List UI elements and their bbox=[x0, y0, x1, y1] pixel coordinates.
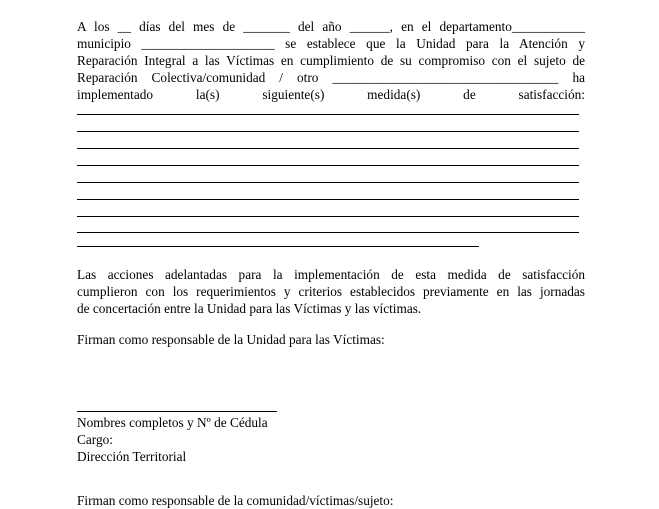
fill-line bbox=[77, 165, 579, 166]
actions-paragraph bbox=[77, 266, 585, 317]
intro-line: implementado la(s) siguiente(s) medida(s) de satisfacción: bbox=[77, 87, 585, 102]
fill-line bbox=[77, 114, 579, 115]
actions-line: cumplieron con los requerimientos y criterios establecidos previamente en las jornadas bbox=[77, 284, 585, 299]
actions-line: Las acciones adelantadas para la implementación de esta medida de satisfacción bbox=[77, 267, 585, 282]
fill-line bbox=[77, 199, 579, 200]
fill-line bbox=[77, 216, 579, 217]
actions-line: de concertación entre la Unidad para las Víctimas y las víctimas. bbox=[77, 301, 422, 316]
fill-line bbox=[77, 246, 479, 247]
fill-line bbox=[77, 232, 579, 233]
fill-line bbox=[77, 182, 579, 183]
signature-cargo-label: Cargo: bbox=[77, 432, 113, 447]
signature-dependency: Dirección Territorial bbox=[77, 449, 187, 464]
intro-line: Reparación Colectiva/comunidad / otro __________________________________ ha bbox=[77, 70, 585, 85]
signature-name-label: Nombres completos y Nº de Cédula bbox=[77, 415, 268, 430]
fill-line bbox=[77, 148, 579, 149]
intro-line: municipio ____________________ se establece que la Unidad para la Atención y bbox=[77, 36, 585, 51]
signature-intro: Firman como responsable de la Unidad para las Víctimas: bbox=[77, 332, 385, 347]
intro-paragraph bbox=[77, 18, 585, 103]
signature-line bbox=[77, 411, 277, 412]
fill-line bbox=[77, 131, 579, 132]
intro-line: A los __ días del mes de _______ del año ______, en el departamento___________ bbox=[77, 19, 585, 34]
cut-off-text: Firman como responsable de la comunidad/víctimas/sujeto: bbox=[77, 493, 394, 508]
intro-line: Reparación Integral a las Víctimas en cumplimiento de su compromiso con el sujeto de bbox=[77, 53, 585, 68]
